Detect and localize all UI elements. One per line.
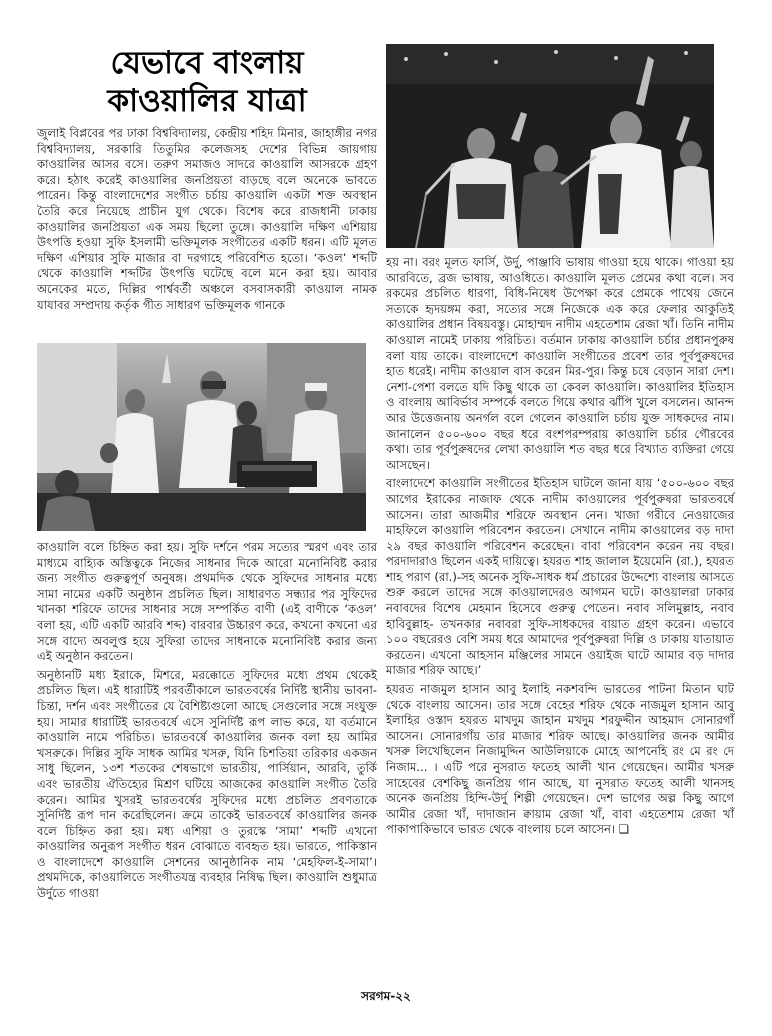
- left-paragraph-2: কাওয়ালি বলে চিহ্নিত করা হয়। সুফি দর্শনে পরম সত্যের স্মরণ এবং তার মাধ্যমে বাহ্যিক অস্তিত্বকে নিজের সাধনার দিকে আরো মনোনিবিষ্ট করার জন্য সংগীত গুরুত্বপূর্ণ অনুষঙ্গ। প্রথমদিক থেকে সুফিদের সাধনার মধ্যে সামা নামের একটি অনুষ্ঠান প্রচলিত ছিল। সাধারণত সন্ধ্যার পর সুফিদের খানকা শরিফে তাদের সাধনার সঙ্গে সম্পর্কিত বাণী (এই বাণীকে ‘কওল’ বলা হয়, এটি একটি আরবি শব্দ) বারবার উচ্চারণ করে, কখনো কখনো এর সঙ্গে বাদ্যে অবলুপ্ত হয়ে সুফিরা তাদের সাধনাকে মনোনিবিষ্ট করার জন্য এই অনুষ্ঠান করতেন।: [37, 540, 377, 664]
- stage-singers-illustration: [386, 44, 714, 248]
- left-paragraph-1: জুলাই বিপ্লবের পর ঢাকা বিশ্ববিদ্যালয়, কেন্দ্রীয় শহিদ মিনার, জাহাঙ্গীর নগর বিশ্ববিদ্যালয়, সরকারি তিতুমির কলেজসহ দেশের বিভিন্ন জায়গায় কাওয়ালির আসর বসে। তরুণ সমাজও সাদরে কাওয়ালি আসরকে গ্রহণ করে। হঠাৎ করেই কাওয়ালির জনপ্রিয়তা বাড়ছে বলে অনেকে ভাবতে পারেন। কিন্তু বাংলাদেশের সংগীত চর্চায় কাওয়ালি একটা শক্ত অবস্থান তৈরি করে নিয়েছে প্রাচীন যুগ থেকে। বিশেষ করে রাজধানী ঢাকায় কাওয়ালির জনপ্রিয়তা এক সময় ছিলো তুঙ্গে। কাওয়ালি দক্ষিণ এশিয়ায় উৎপত্তি হওয়া সুফি ইসলামী ভক্তিমূলক সংগীতের একটি ধরন। এটি মূলত দক্ষিণ এশিয়ার সুফি মাজার বা দরগাহে পরিবেশিত হতো। ‘কওল’ শব্দটি থেকে কাওয়ালি শব্দটির উৎপত্তি ঘটেছে বলে মনে করা হয়। আবার অনেকের মতে, দিল্লির পার্শ্ববর্তী অঞ্চলে বসবাসকারী কাওয়াল নামক যাযাবর সম্প্রদায় কর্তৃক গীত সাধারণ ভক্তিমূলক গানকে: [37, 126, 377, 312]
- left-paragraph-3: অনুষ্ঠানটি মধ্য ইরাকে, মিশরে, মরক্কোতে সুফিদের মধ্যে প্রথম থেকেই প্রচলিত ছিল। এই ধারাটিই পরবর্তীকালে ভারতবর্ষের নির্দিষ্ট স্থানীয় ভাবনা-চিন্তা, দর্শন এবং সংগীতের যে বৈশিষ্ট্যগুলো আছে সেগুলোর সঙ্গে সংযুক্ত হয়। সামার ধারাটিই ভারতবর্ষে এসে সুনির্দিষ্ট রূপ লাভ করে, যা বর্তমানে কাওয়ালি নামে পরিচিত। ভারতবর্ষে কাওয়ালির জনক বলা হয় আমির খসরুকে। দিল্লির সুফি সাধক আমির খসরু, যিনি চিশতিয়া তরিকার একজন সাধু ছিলেন, ১৩শ শতকের শেষভাগে ভারতীয়, পার্সিয়ান, আরবি, তুর্কি এবং ভারতীয় ঐতিহ্যের মিশ্রণ ঘটিয়ে আজকের কাওয়ালি সংগীত তৈরি করেন। আমির খুসরই ভারতবর্ষের সুফিদের মধ্যে প্রচলিত প্রবণতাকে সুনির্দিষ্ট রূপ দান করেছিলেন। ক্রমে তাকেই ভারতবর্ষে কাওয়ালির জনক বলে চিহ্নিত করা হয়। মধ্য এশিয়া ও তুরস্কে ‘সামা’ শব্দটি এখনো কাওয়ালির অনুরূপ সংগীত ধরন বোঝাতে ব্যবহৃত হয়। ভারতে, পাকিস্তান ও বাংলাদেশে কাওয়ালি সেশনের আনুষ্ঠানিক নাম ‘মেহফিল-ই-সামা’। প্রথমদিকে, কাওয়ালিতে সংগীতযন্ত্র ব্যবহার নিষিদ্ধ ছিল। কাওয়ালি শুধুমাত্র উর্দুতে গাওয়া: [37, 667, 377, 901]
- left-column-lower: [37, 540, 377, 902]
- right-paragraph-2: বাংলাদেশে কাওয়ালি সংগীতের ইতিহাস ঘাটলে জানা যায় ‘৫০০-৬০০ বছর আগের ইরাকের নাজাফ থেকে নাদীম কাওয়ালের পূর্বপুরুষরা ভারতবর্ষে আসেন। তারা আজমীর শরিফে অবস্থান নেন। খাজা গরীবে নেওয়াজের মাহফিলে কাওয়ালি পরিবেশন করতেন। সেখানে নাদীম কাওয়ালের বড় দাদা ২৯ বছর কাওয়ালি পরিবেশন করেছেন। বাবা পরিবেশন করেন নয় বছর। পরদাদারাও ছিলেন একই দায়িত্বে। হযরত শাহ জালাল ইয়েমেনি (রা.), হযরত শাহ পরাণ (রা.)-সহ অনেক সুফি-সাধক ধর্ম প্রচারের উদ্দেশ্যে বাংলায় আসতে শুরু করলে তাদের সঙ্গে কাওয়ালদেরও আগমন ঘটে। কাওয়ালরা ঢাকার নবাবদের বিশেষ মেহমান হিসেবে গুরুত্ব পেতেন। নবাব সলিমুল্লাহ, নবাব হাবিবুল্লাহ- তখনকার নবাবরা সুফি-সাধকদের বায়াত গ্রহণ করেন। এভাবে ১০০ বছরেরও বেশি সময় ধরে আমাদের পূর্বপুরুষরা দিল্লি ও ঢাকায় যাতায়াত করতেন। এখনো আহসান মঞ্জিলের সামনে ওয়াইজ ঘাটে আমার বড় দাদার মাজার শরিফ আছে।’: [386, 476, 734, 678]
- page-number-label: সরগম-২২: [361, 989, 411, 1003]
- qawwali-group-illustration: [37, 343, 366, 531]
- qawwali-group-photo: [37, 343, 366, 531]
- title-line-1: যেভাবে বাংলায়: [110, 45, 304, 81]
- right-column: [386, 255, 734, 838]
- right-paragraph-3: হযরত নাজমুল হাসান আবু ইলাহি নকশবন্দি ভারতের পাটনা মিতান ঘাট থেকে বাংলায় আসেন। তার সঙ্গে বেহের শরিফ থেকে নাজমুল হাসান আবু ইলাহির ওস্তাদ হযরত মাখদুম জাহান মখদুম শরফুদ্দীন আহমাদ সোনারগাঁ আসেন। সোনারগাঁয় তার মাজার শরিফ আছে। কাওয়ালির জনক আমীর খসরু লিখেছিলেন নিজামুদ্দিন আউলিয়াকে মোহে আপনেহি রং মে রং দে নিজাম... । এটি পরে নুসরাত ফতেহ আলী খান গেয়েছেন। আমীর খসরু সাহেবের বেশকিছু জনপ্রিয় গান আছে, যা নুসরাত ফতেহ আলী খানসহ অনেক জনপ্রিয় হিন্দি-উর্দু শিল্পী গেয়েছেন। দেশ ভাগের অল্প কিছু আগে আমীর রেজা খাঁ, দাদাজান ক্বায়াম রেজা খাঁ, বাবা এহতেশাম রেজা খাঁ পাকাপাকিভাবে ভারত থেকে বাংলায় চলে আসেন। ❏: [386, 682, 734, 837]
- title-line-2: কাওয়ালির যাত্রা: [107, 83, 307, 119]
- right-paragraph-1: হয় না। বরং মূলত ফার্সি, উর্দু, পাঞ্জাবি ভাষায় গাওয়া হয়ে থাকে। গাওয়া হয় আরবিতে, ব্রজ ভাষায়, আওধিতে। কাওয়ালি মূলত প্রেমের কথা বলে। সব রকমের প্রচলিত ধারণা, বিধি-নিষেধ উপেক্ষা করে প্রেমকে পাথেয় জেনে সত্যকে হৃদয়ঙ্গম করা, সত্যের সঙ্গে নিজেকে এক করে ফেলার আকুতিই কাওয়ালির প্রধান বিষয়বস্তু। মোহাম্মদ নাদীম এহতেশাম রেজা খাঁ। তিনি নাদীম কাওয়াল নামেই ঢাকায় পরিচিত। বর্তমান ঢাকায় কাওয়ালি চর্চার প্রধানপুরুষ বলা যায় তাকে। বাংলাদেশে কাওয়ালি সংগীতের প্রবেশ তার পূর্বপুরুষদের হাত ধরেই। নাদীম কাওয়াল বাস করেন মির-পুর। কিন্তু চষে বেড়ান সারা দেশ। নেশা-পেশা বলতে যদি কিছু থাকে তা কেবল কাওয়ালি। কাওয়ালির ইতিহাস ও বাংলায় আবির্ভাব সম্পর্কে বলতে গিয়ে কথার ঝাঁপি খুলে বসলেন। আনন্দ আর উত্তেজনায় অনর্গল বলে গেলেন কাওয়ালি চর্চায় যুক্ত সাধকদের নাম। জানালেন ৫০০-৬০০ বছর ধরে বংশপরম্পরায় কাওয়ালি চর্চার গৌরবের কথা। তার পূর্বপুরুষদের লেখা কাওয়ালি শত বছর ধরে বিখ্যাত ব্যক্তিরা গেয়ে আসছেন।: [386, 255, 734, 472]
- left-column: [37, 44, 377, 313]
- stage-singers-photo: [386, 44, 714, 248]
- article-title: [37, 44, 377, 120]
